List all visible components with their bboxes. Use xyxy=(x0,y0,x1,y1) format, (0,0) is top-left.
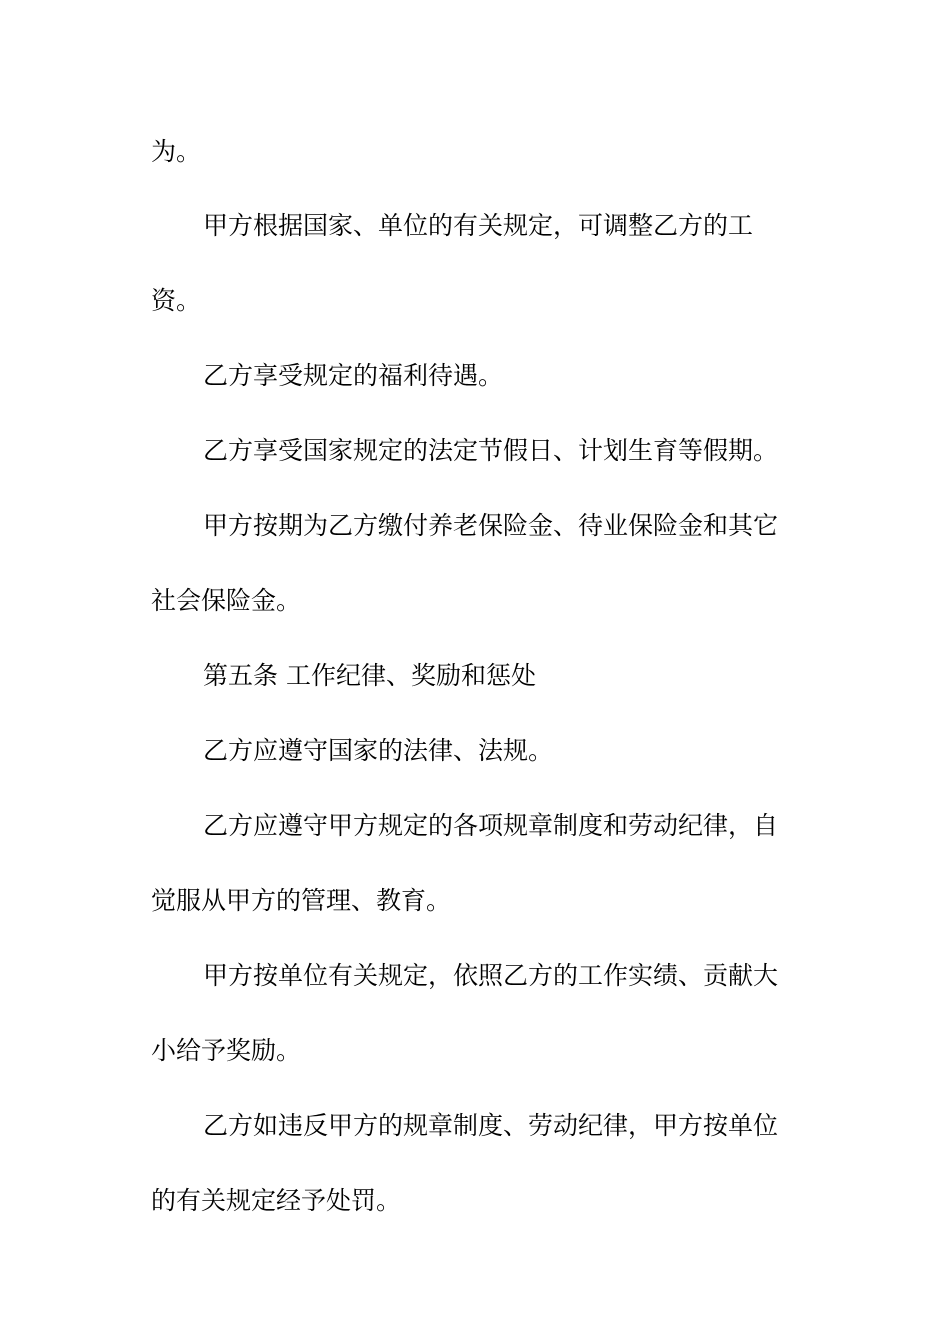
text-line: 为。 xyxy=(151,137,202,166)
paragraph-line: 乙方应遵守国家的法律、法规。 xyxy=(203,736,554,765)
section-heading: 第五条 工作纪律、奖励和惩处 xyxy=(203,661,536,690)
text-line: 小给予奖励。 xyxy=(151,1036,302,1065)
paragraph-line: 乙方享受规定的福利待遇。 xyxy=(203,361,504,390)
paragraph-line: 乙方享受国家规定的法定节假日、计划生育等假期。 xyxy=(203,436,779,465)
text-line: 社会保险金。 xyxy=(151,586,302,615)
paragraph-line: 甲方按期为乙方缴付养老保险金、待业保险金和其它 xyxy=(203,511,779,540)
paragraph-line: 乙方如违反甲方的规章制度、劳动纪律，甲方按单位 xyxy=(203,1111,779,1140)
text-line: 资。 xyxy=(151,286,202,315)
text-line: 的有关规定经予处罚。 xyxy=(151,1186,402,1215)
paragraph-line: 甲方按单位有关规定，依照乙方的工作实绩、贡献大 xyxy=(203,961,779,990)
paragraph-line: 甲方根据国家、单位的有关规定，可调整乙方的工 xyxy=(203,211,754,240)
paragraph-line: 乙方应遵守甲方规定的各项规章制度和劳动纪律，自 xyxy=(203,811,779,840)
text-line: 觉服从甲方的管理、教育。 xyxy=(151,886,452,915)
